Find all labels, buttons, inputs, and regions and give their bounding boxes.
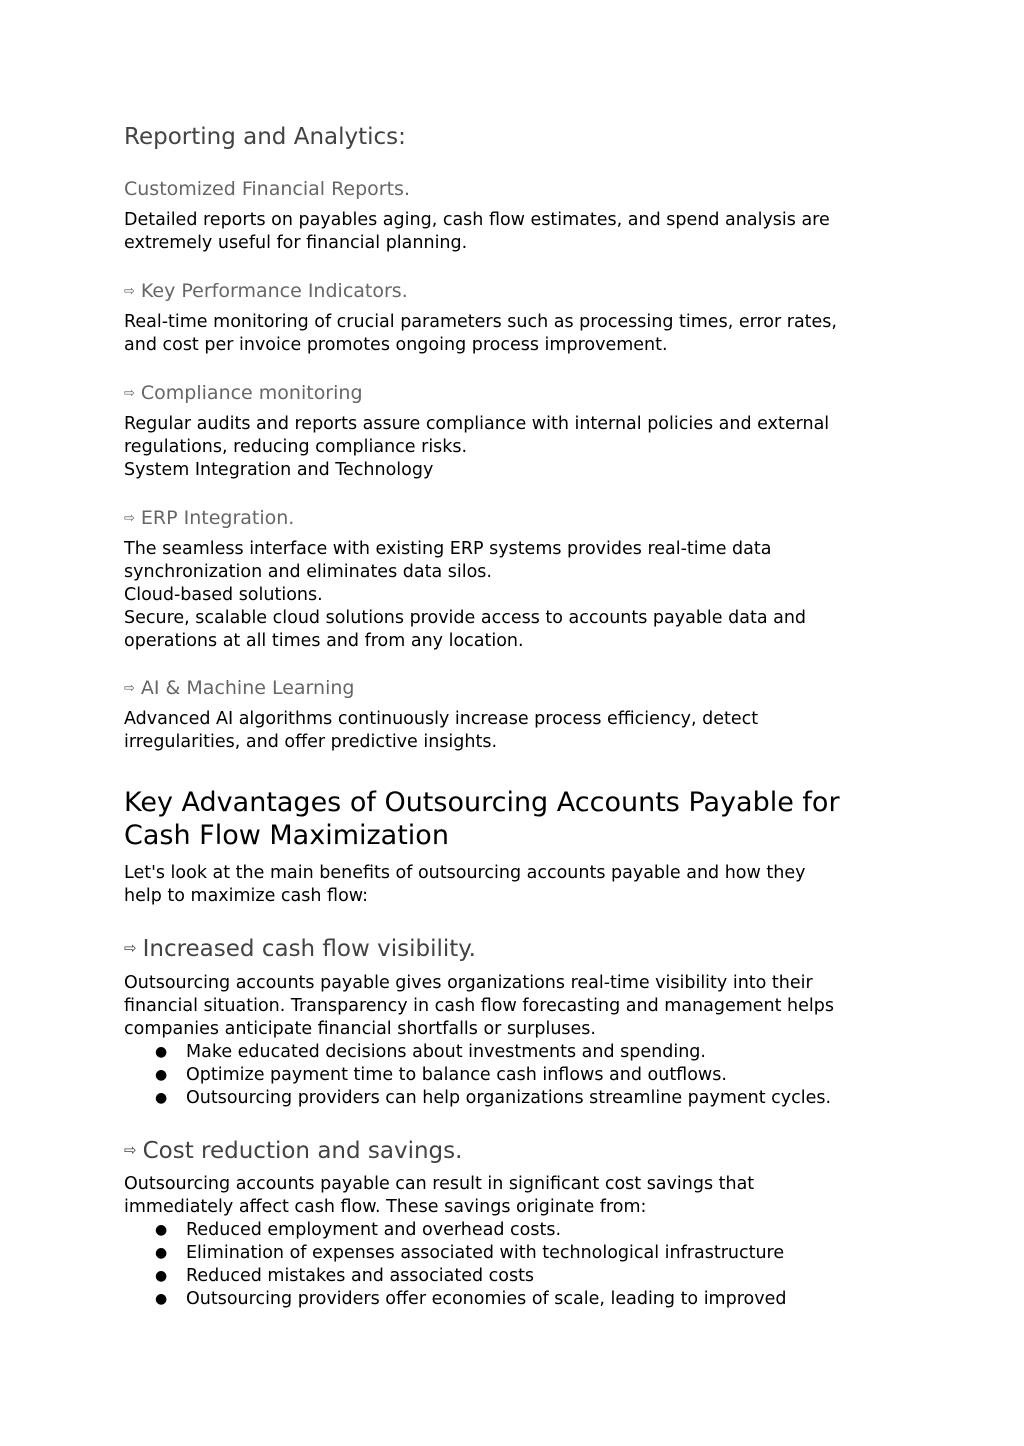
visibility-text bbox=[124, 972, 914, 1041]
erp-title-label: ERP Integration. bbox=[140, 507, 295, 529]
text-line: immediately affect cash flow. These savings originate from: bbox=[124, 1197, 647, 1217]
bullet-icon: ● bbox=[155, 1044, 168, 1060]
compliance-title bbox=[124, 382, 363, 404]
text-line: Detailed reports on payables aging, cash flow estimates, and spend analysis are bbox=[124, 210, 830, 230]
text-line: regulations, reducing compliance risks. bbox=[124, 437, 468, 457]
text-line: Secure, scalable cloud solutions provide access to accounts payable data and bbox=[124, 608, 807, 628]
bullet-icon: ● bbox=[155, 1067, 168, 1083]
cost-bullet-list bbox=[124, 1219, 914, 1311]
list-item-text: Optimize payment time to balance cash inflows and outflows. bbox=[186, 1065, 727, 1085]
ai-title bbox=[124, 677, 354, 699]
arrow-icon: ⇨ bbox=[124, 681, 135, 696]
erp-text bbox=[124, 538, 914, 653]
kpi-title bbox=[124, 280, 408, 302]
heading-line: Cash Flow Maximization bbox=[124, 820, 449, 851]
visibility-title bbox=[124, 936, 476, 962]
bullet-icon: ● bbox=[155, 1291, 168, 1307]
arrow-icon: ⇨ bbox=[124, 284, 135, 299]
text-line: operations at all times and from any location. bbox=[124, 631, 524, 651]
compliance-title-label: Compliance monitoring bbox=[140, 382, 363, 404]
cost-title bbox=[124, 1138, 462, 1164]
advantages-intro bbox=[124, 862, 914, 908]
heading-line: Key Advantages of Outsourcing Accounts Payable for bbox=[124, 787, 840, 818]
text-line: and cost per invoice promotes ongoing process improvement. bbox=[124, 335, 668, 355]
text-line: synchronization and eliminates data silos. bbox=[124, 562, 492, 582]
list-item bbox=[124, 1288, 914, 1311]
text-line: extremely useful for financial planning. bbox=[124, 233, 468, 253]
compliance-text bbox=[124, 413, 914, 482]
customized-reports-text bbox=[124, 209, 914, 255]
text-line: Let's look at the main benefits of outsourcing accounts payable and how they bbox=[124, 863, 806, 883]
text-line: help to maximize cash flow: bbox=[124, 886, 369, 906]
list-item-text: Reduced mistakes and associated costs bbox=[186, 1266, 535, 1286]
text-line: Outsourcing accounts payable gives organizations real-time visibility into their bbox=[124, 973, 813, 993]
cost-text bbox=[124, 1173, 914, 1219]
text-line: The seamless interface with existing ERP systems provides real-time data bbox=[124, 539, 772, 559]
text-line: Real-time monitoring of crucial parameters such as processing times, error rates, bbox=[124, 312, 837, 332]
arrow-icon: ⇨ bbox=[124, 939, 137, 957]
list-item bbox=[124, 1041, 914, 1064]
kpi-title-label: Key Performance Indicators. bbox=[140, 280, 408, 302]
text-line: companies anticipate financial shortfalls or surpluses. bbox=[124, 1019, 596, 1039]
customized-reports-title: Customized Financial Reports. bbox=[124, 178, 410, 200]
text-line: System Integration and Technology bbox=[124, 460, 434, 480]
text-line: irregularities, and offer predictive insights. bbox=[124, 732, 498, 752]
list-item bbox=[124, 1219, 914, 1242]
list-item-text: Outsourcing providers can help organizations streamline payment cycles. bbox=[186, 1088, 832, 1108]
list-item-text: Reduced employment and overhead costs. bbox=[186, 1220, 562, 1240]
visibility-bullet-list bbox=[124, 1041, 914, 1110]
list-item-text: Elimination of expenses associated with technological infrastructure bbox=[186, 1243, 785, 1263]
cost-title-label: Cost reduction and savings. bbox=[142, 1138, 463, 1164]
bullet-icon: ● bbox=[155, 1245, 168, 1261]
arrow-icon: ⇨ bbox=[124, 1141, 137, 1159]
kpi-text bbox=[124, 311, 914, 357]
advantages-heading bbox=[124, 786, 914, 852]
list-item bbox=[124, 1265, 914, 1288]
text-line: financial situation. Transparency in cash flow forecasting and management helps bbox=[124, 996, 835, 1016]
bullet-icon: ● bbox=[155, 1222, 168, 1238]
bullet-icon: ● bbox=[155, 1090, 168, 1106]
list-item-text: Outsourcing providers offer economies of scale, leading to improved bbox=[186, 1289, 787, 1309]
list-item bbox=[124, 1087, 914, 1110]
list-item bbox=[124, 1064, 914, 1087]
erp-title bbox=[124, 507, 294, 529]
text-line: Advanced AI algorithms continuously increase process efficiency, detect bbox=[124, 709, 759, 729]
bullet-icon: ● bbox=[155, 1268, 168, 1284]
ai-text bbox=[124, 708, 914, 754]
reporting-heading: Reporting and Analytics: bbox=[124, 124, 406, 150]
text-line: Regular audits and reports assure compliance with internal policies and external bbox=[124, 414, 830, 434]
arrow-icon: ⇨ bbox=[124, 386, 135, 401]
ai-title-label: AI & Machine Learning bbox=[140, 677, 355, 699]
list-item bbox=[124, 1242, 914, 1265]
visibility-title-label: Increased cash flow visibility. bbox=[142, 936, 476, 962]
list-item-text: Make educated decisions about investments and spending. bbox=[186, 1042, 706, 1062]
arrow-icon: ⇨ bbox=[124, 511, 135, 526]
text-line: Outsourcing accounts payable can result in significant cost savings that bbox=[124, 1174, 755, 1194]
text-line: Cloud-based solutions. bbox=[124, 585, 323, 605]
